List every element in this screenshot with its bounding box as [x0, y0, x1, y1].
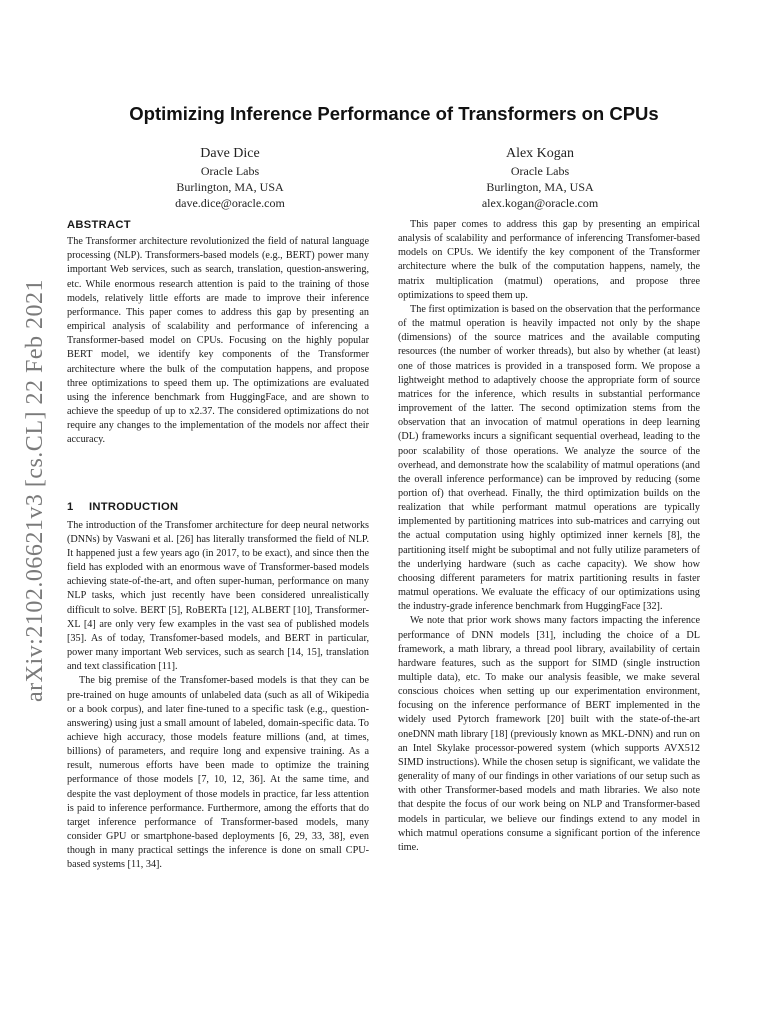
- introduction-section: [67, 500, 369, 873]
- body-paragraph: The introduction of the Transfomer architecture for deep neural networks (DNNs) by Vaswani et al. [26] has literally transformed the field of NLP. It happened just a few years ago (in 2017, to be exact), and since then the field has exploded with an enormous wave of Transformer-based models achieving state-of-the-art, and often super-human, performance on many NLP tasks, which just recently have been considered unrealistically difficult to solve. BERT [5], RoBERTa [12], ALBERT [10], Transformer-XL [4] are only very few examples in the vast sea of published models [35]. As of today, Transfomer-based models, and BERT in particular, power many important Web services, such as search [14, 15], translation and text classification [11].: [67, 519, 369, 673]
- abstract-text: The Transformer architecture revolutionized the field of natural language processing (NLP). Transformers-based models (e.g., BERT) power many important Web services, such as search, translation, question-answering, etc. While enormous research attention is paid to the training of those models, relatively little efforts are made to improve their inference performance. This paper comes to address this gap by presenting an empirical analysis of scalability and performance of inferencing a Transformer-based model on CPUs. Focusing on the highly popular BERT model, we identify key components of the Transformer architecture where the bulk of the computation happens, and propose three optimizations to speed them up. The optimizations are evaluated using the inference benchmark from HuggingFace, and are shown to achieve the speedup of up to x2.37. The considered optimizations do not require any changes to the implementation of the models nor affect their accuracy.: [67, 236, 369, 446]
- right-column: [398, 218, 700, 855]
- author-email: dave.dice@oracle.com: [175, 196, 285, 210]
- body-paragraph: This paper comes to address this gap by presenting an empirical analysis of scalability and performance of inferencing Transfomer-based models on CPUs. We identify the key component of the Transformer architecture where the bulk of the computation happens, namely, the matrix multiplication (matmul) operations, and propose three optimizations to speed them up.: [398, 219, 700, 301]
- author-email: alex.kogan@oracle.com: [481, 196, 599, 210]
- author-name: Dave Dice: [200, 146, 260, 161]
- arxiv-identifier-text: arXiv:2102.06621v3 [cs.CL] 22 Feb 2021: [21, 278, 48, 702]
- author-affiliation: Oracle Labs: [200, 164, 260, 178]
- section-number: 1: [67, 500, 74, 513]
- author-name: Alex Kogan: [505, 146, 575, 161]
- author-block: [430, 145, 650, 211]
- author-location: Burlington, MA, USA: [486, 180, 594, 194]
- author-block: [120, 145, 340, 211]
- body-paragraph: The big premise of the Transfomer-based models is that they can be pre-trained on huge amounts of unlabeled data (such as all of Wikipedia or a book corpus), and later fine-tuned to a specific task (e.g., question-answering) using just a small amount of labeled, domain-specific data. To achieve high accuracy, those models feature millions (and, at times, billions) of parameters, and require long and expensive training. As a result, numerous efforts have been made to optimize the training performance of those models [7, 10, 12, 36]. At the same time, and despite the vast deployment of those models in practice, far less attention is paid to inference performance. Furthermore, among the efforts that do target inference performance of Transformer-based models, many consider GPU or smartphone-based deployments [6, 29, 33, 38], even though in many practical settings the inference is done on small CPU-based systems [11, 34].: [67, 675, 369, 871]
- body-paragraph: The first optimization is based on the observation that the performance of the matmul operation is heavily impacted not only by the shape (dimensions) of the source matrices and the available computing resources (the number of worker threads), but also by whether (at least) one of those matrices is provided in a transposed form. We propose a lightweight method to adaptively choose the appropriate form of source matrices for the inference, which results in substantial performance improvement of the latter. The second optimization stems from the observation that an invocation of matmul operations in deep learning (DL) frameworks incurs a significant sequential overhead, leading to the poor scalability of those operations. We analyze the source of the overhead, and demonstrate how the scalability of matmul operations (and the overall inference performance) can be improved by reducing (some portion of) that overhead. Finally, the third optimization builds on the realization that while performant matmul operations are typically implemented by partitioning matrices into sub-matrices and carrying out the actual computation using highly optimized inner kernels [8], the partitioning itself might be suboptimal and not fully utilize parameters of the underlying hardware (such as cache capacity). We show how choosing different parameters for matrix partitioning results in faster matmul operations. We evaluate the efficacy of our optimizations using the industry-grade inference benchmark from HuggingFace [32].: [398, 303, 700, 613]
- introduction-heading: [67, 500, 369, 514]
- paper-title: Optimizing Inference Performance of Transformers on CPUs: [129, 103, 659, 124]
- left-column: [67, 218, 369, 873]
- author-location: Burlington, MA, USA: [176, 180, 284, 194]
- author-affiliation: Oracle Labs: [510, 164, 570, 178]
- abstract-heading: ABSTRACT: [67, 219, 131, 231]
- section-title: INTRODUCTION: [89, 500, 179, 513]
- arxiv-identifier-stamp: [15, 275, 55, 705]
- abstract-section: [67, 218, 369, 448]
- body-paragraph: We note that prior work shows many factors impacting the inference performance of DNN models [31], including the choice of a DL framework, a math library, a thread pool library, availability of certain hardware features, such as the support for SIMD (single instruction multiple data), etc. To make our analysis feasible, we make several conscious choices when setting up our experimentation environment, focusing on the inference performance of BERT implemented in the widely used Pytorch framework [20] built with the state-of-the-art oneDNN math library [18] (previously known as MKL-DNN) and run on an Intel Skylake processor-powered system (which supports AVX512 SIMD instructions). While the chosen setup is significant, we validate the generality of many of our findings in other variations of our setup such as with other Transformer-based models and math libraries. We also note that despite the focus of our work being on NLP and Transformer-based models in particular, we believe our findings extend to any model in which matmul operations consume a significant portion of the inference time.: [398, 615, 700, 853]
